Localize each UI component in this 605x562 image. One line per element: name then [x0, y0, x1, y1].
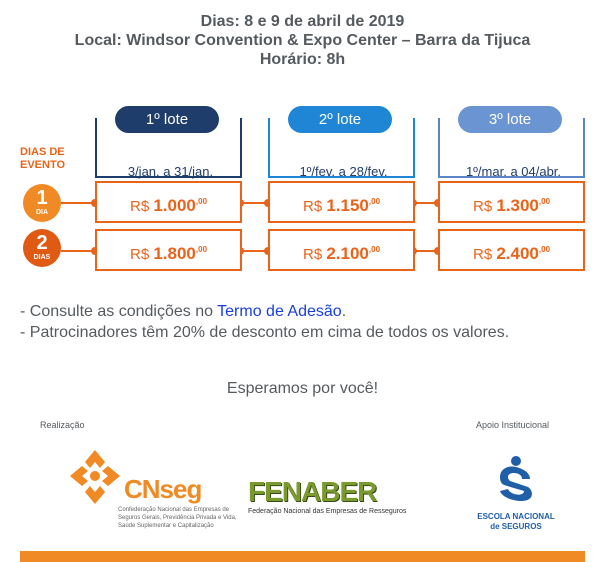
row1-connector [61, 202, 95, 204]
lote-1-price-1-dia: R$ $1.000^{,00}$ [95, 181, 242, 223]
day-2-badge: 2 DIAS [23, 229, 61, 267]
event-time: Horário: 8h [259, 51, 346, 68]
cnseg-logo [68, 448, 238, 538]
cnseg-name: CNseg [124, 474, 202, 504]
fenaber-name: FENABER [248, 476, 377, 507]
lote-1-dates: 3/jan. a 31/jan. [127, 164, 214, 179]
lote-1-pill: 1º lote [115, 106, 219, 133]
termo-de-adesao-link[interactable]: Termo de Adesão [217, 303, 342, 320]
note-patrocinadores: - Patrocinadores têm 20% de desconto em cima de todos os valores. [20, 324, 510, 341]
cnseg-emblem-icon [68, 448, 122, 510]
fenaber-logo [248, 478, 418, 518]
event-location: Local: Windsor Convention & Expo Center – Barra da Tijuca [74, 32, 531, 49]
lote-3-price-2-dias: R$ $2.400^{,00}$ [438, 229, 585, 271]
closing-text: Esperamos por você! [226, 380, 379, 397]
bottom-accent-bar [20, 551, 585, 562]
lote-3-price-1-dia: R$ $1.300^{,00}$ [438, 181, 585, 223]
row2-connector [61, 250, 95, 252]
email-content [20, 0, 585, 562]
note-termo: - Consulte as condições no Termo de Adesão. [20, 303, 347, 320]
lote-2-dates: 1º/fev. a 28/fev. [299, 164, 388, 179]
day-1-badge: 1 DIA [23, 184, 61, 222]
escola-logo [466, 455, 566, 545]
lote-2-price-1-dia: R$ $1.150^{,00}$ [268, 181, 415, 223]
cnseg-subtitle: Confederação Nacional das Empresas de Seguros Gerais, Previdência Privada e Vida, Saúde Suplementar e Capitalização [118, 507, 237, 529]
escola-emblem-icon [494, 455, 538, 503]
lote-1-price-2-dias: R$ $1.800^{,00}$ [95, 229, 242, 271]
event-dates: Dias: 8 e 9 de abril de 2019 [200, 13, 405, 30]
lote-2-price-2-dias: R$ $2.100^{,00}$ [268, 229, 415, 271]
escola-name: ESCOLA NACIONAL de SEGUROS [477, 512, 555, 531]
notes [20, 301, 509, 343]
fenaber-subtitle: Federação Nacional das Empresas de Resseguros [248, 508, 407, 515]
apoio-label: Apoio Institucional [476, 420, 550, 430]
lote-3-dates: 1º/mar. a 04/abr. [465, 164, 562, 179]
pricing-table [20, 102, 585, 280]
event-info [20, 12, 585, 69]
lote-3-pill: 3º lote [458, 106, 562, 133]
realizacao-label: Realização [40, 420, 85, 430]
lote-2-pill: 2º lote [288, 106, 392, 133]
dias-evento-label: DIAS DE EVENTO [20, 146, 66, 171]
